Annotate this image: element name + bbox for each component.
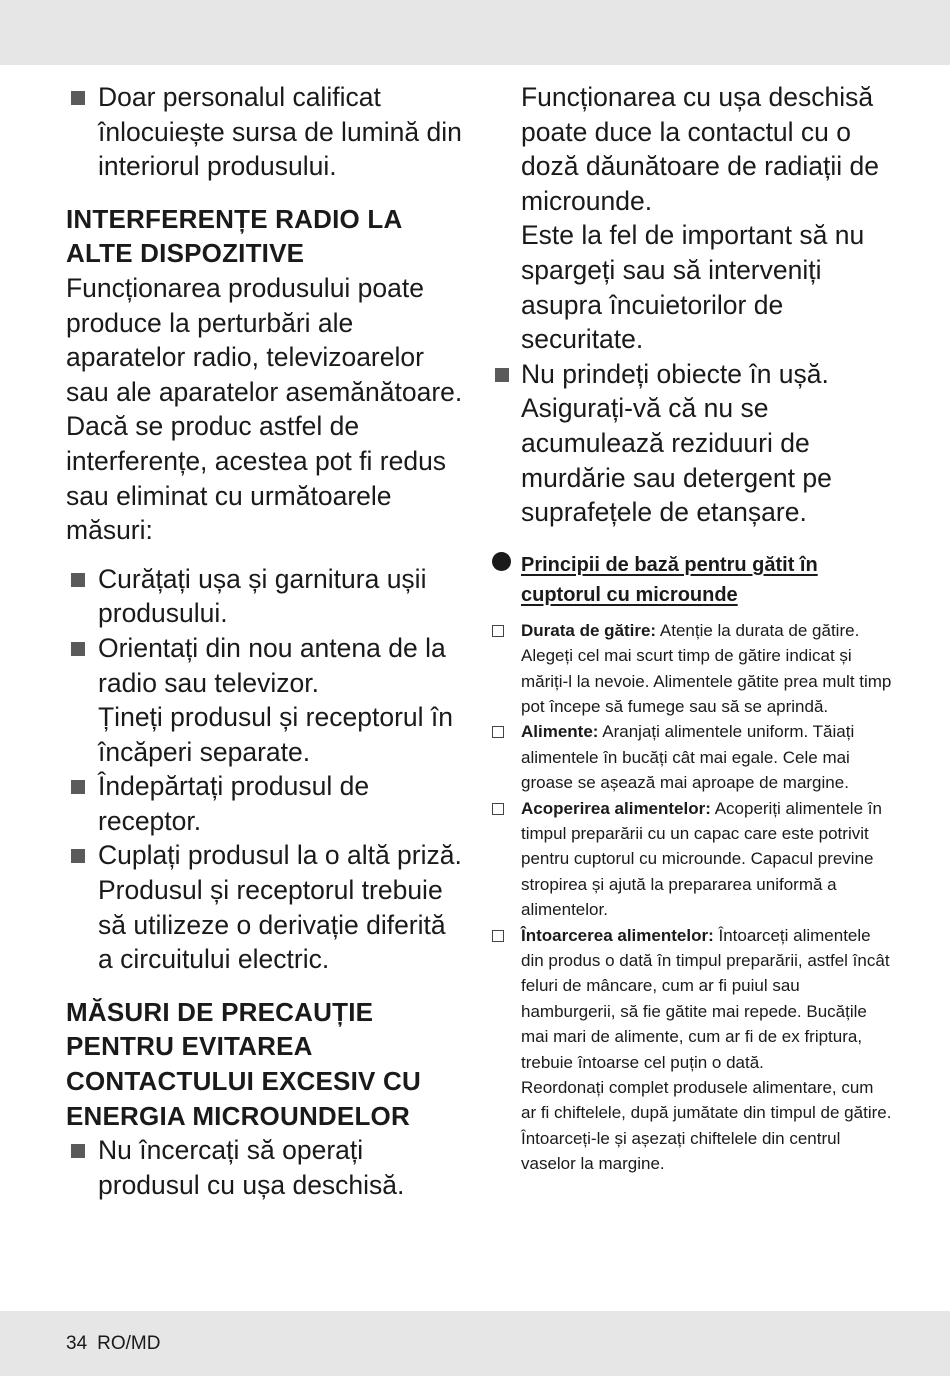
list-item: Durata de gătire: Atenție la durata de gătire. Alegeți cel mai scurt timp de gătire indicat și măriți-l la nevoie. Alimentele gătite prea mult timp pot începe să fumege sau să se aprindă. bbox=[492, 618, 892, 720]
list-item: Alimente: Aranjați alimentele uniform. Tăiați alimentele în bucăți cât mai egale. Cele mai groase se așează mai aproape de margine. bbox=[492, 719, 892, 795]
locale-label: RO/MD bbox=[97, 1333, 161, 1354]
paragraph-door: Funcționarea cu ușa deschisă poate duce la contactul cu o doză dăunătoare de radiații de microunde. bbox=[521, 82, 880, 216]
list-item: Orientați din nou antena de la radio sau televizor. bbox=[66, 631, 466, 700]
list-item-continuation: Reordonați complet produsele alimentare, cum ar fi chiftelele, după jumătate din timpul de gătire. Întoarceți-le și așezați chiftelele din centrul vaselor la margine. bbox=[521, 1078, 892, 1174]
list-item: Acoperirea alimentelor: Acoperiți alimentele în timpul preparării cu un capac care este potrivit pentru cuptorul cu microunde. Capacul previne stropirea și ajută la prepararea uniformă a alimentelor. bbox=[492, 796, 892, 923]
page-number: 34 bbox=[66, 1333, 88, 1354]
header-band bbox=[0, 0, 950, 65]
list-item: Îndepărtați produsul de receptor. bbox=[66, 769, 466, 838]
list-item: Întoarcerea alimentelor: Întoarceți alimentele din produs o dată în timpul preparării, astfel încât feluri de mâncare, cum ar fi puiul sau hamburgerii, să fie gătite mai repede. Bucățile mai mari de alimente, cum ar fi de ex friptura, trebuie întoarse cel puțin o dată. bbox=[492, 923, 892, 1075]
filled-circle-icon bbox=[492, 552, 511, 571]
square-bullet-icon bbox=[71, 1144, 85, 1158]
left-column bbox=[66, 80, 466, 1202]
paragraph-locks: Este la fel de important să nu spargeți sau să interveniți asupra încuietorilor de securitate. bbox=[521, 220, 865, 355]
list-item-continuation: Țineți produsul și receptorul în încăperi separate. bbox=[98, 702, 453, 767]
page-footer bbox=[66, 1333, 170, 1355]
right-column bbox=[492, 80, 892, 1177]
cooking-tips-list bbox=[492, 618, 892, 1177]
checkbox-icon bbox=[492, 930, 504, 942]
list-item: Nu încercați să operați produsul cu ușa deschisă. bbox=[66, 1133, 466, 1202]
checkbox-icon bbox=[492, 625, 504, 637]
section-heading-radio: INTERFERENȚE RADIO LA ALTE DISPOZITIVE bbox=[66, 203, 402, 269]
square-bullet-icon bbox=[71, 91, 85, 105]
square-bullet-icon bbox=[71, 642, 85, 656]
list-item: Doar personalul calificat înlocuiește sursa de lumină din interiorul produsului. bbox=[66, 80, 466, 184]
checkbox-icon bbox=[492, 726, 504, 738]
paragraph-radio: Funcționarea produsului poate produce la perturbări ale aparatelor radio, televizoarelor sau ale aparatelor asemănătoare. Dacă se produc astfel de interferențe, acestea pot fi redus sau eliminat cu următoarele măsuri: bbox=[66, 272, 463, 546]
list-item: Cuplați produsul la o altă priză. Produsul și receptorul trebuie să utilizeze o derivație diferită a circuitului electric. bbox=[66, 838, 466, 976]
square-bullet-icon bbox=[71, 573, 85, 587]
list-item: Nu prindeți obiecte în ușă. Asigurați-vă că nu se acumulează reziduuri de murdărie sau detergent pe suprafețele de etanșare. bbox=[492, 357, 892, 530]
checkbox-icon bbox=[492, 803, 504, 815]
section-heading-precaution: MĂSURI DE PRECAUȚIE PENTRU EVITAREA CONTACTULUI EXCESIV CU ENERGIA MICROUNDELOR bbox=[66, 996, 421, 1131]
list-item: Curățați ușa și garnitura ușii produsului. bbox=[66, 562, 466, 631]
square-bullet-icon bbox=[495, 368, 509, 382]
cooking-principles-heading: Principii de bază pentru gătit în cuptorul cu microunde bbox=[492, 550, 892, 610]
square-bullet-icon bbox=[71, 849, 85, 863]
square-bullet-icon bbox=[71, 780, 85, 794]
